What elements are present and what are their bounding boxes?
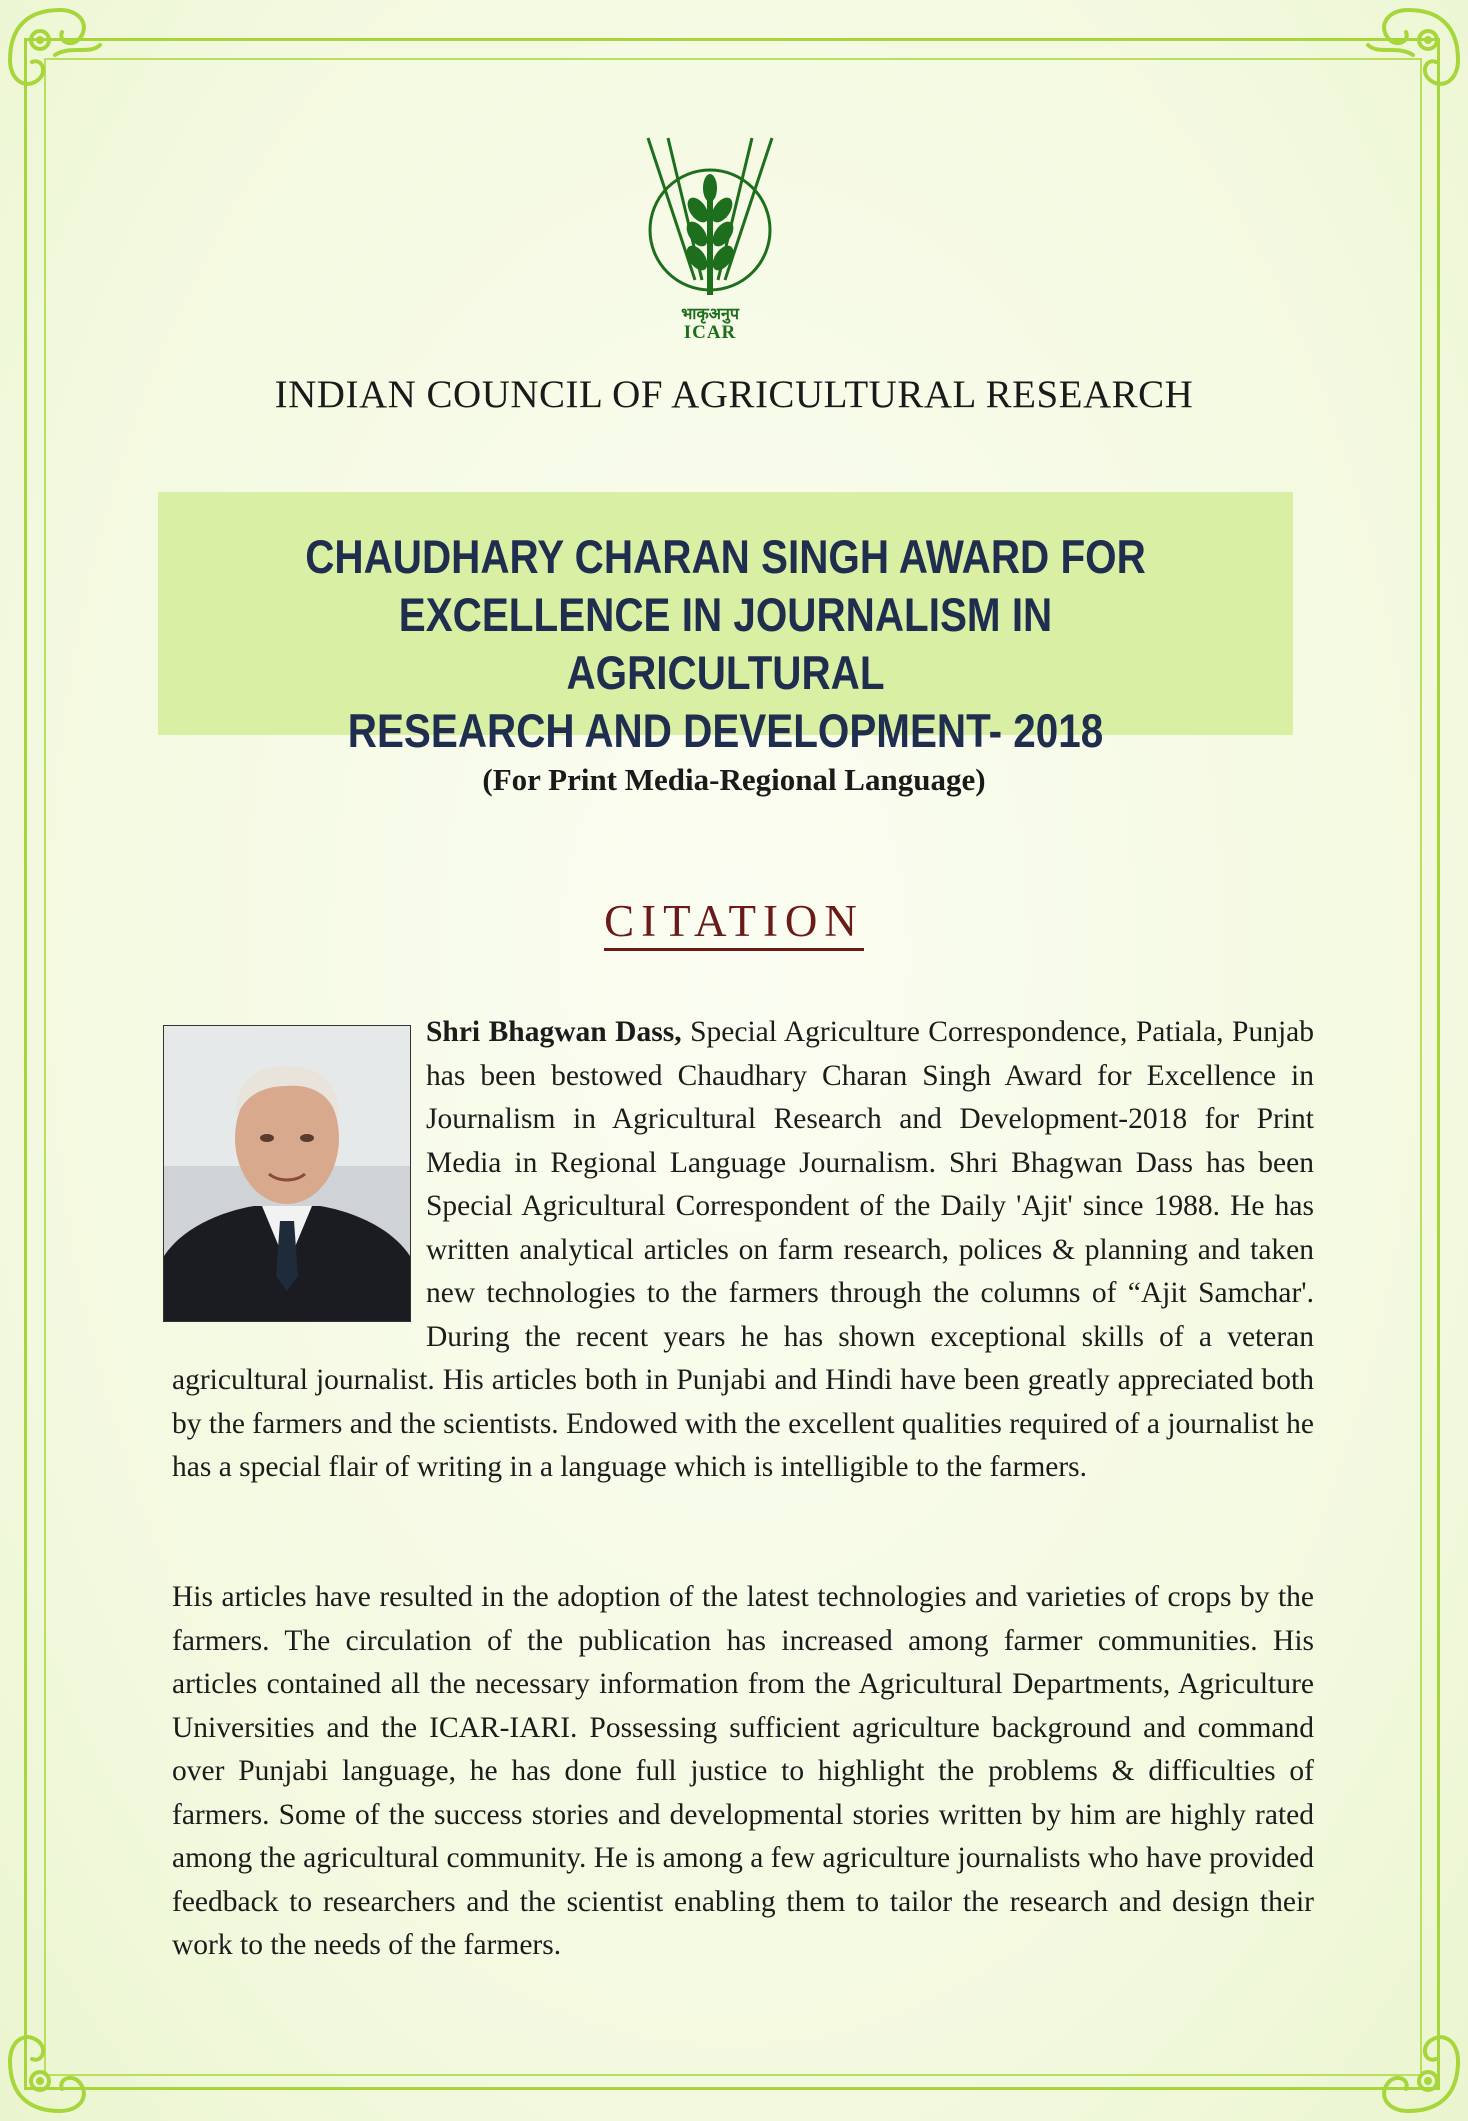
photo-spacer (172, 1011, 426, 1351)
citation-paragraph-1-text: Special Agriculture Correspondence, Patiala, Punjab has been bestowed Chaudhary Charan Singh Award for Excellence in Journalism in Agricultural Research and Development-2018 for Print Media in Regional Language Journalism. Shri Bhagwan Dass has been Special Agricultural Correspondent of the Daily 'Ajit' since 1988. He has written analytical articles on farm research, polices & planning and taken new technologies to the farmers through the columns of “Ajit Samchar'. During the recent years he has shown exceptional skills of a veteran agricultural journalist. His articles both in Punjabi and Hindi have been greatly appreciated both by the farmers and the scientists. Endowed with the excellent qualities required of a journalist he has a special flair of writing in a language which is intelligible to the farmers. (172, 1016, 1314, 1483)
citation-heading-text: CITATION (604, 896, 864, 951)
award-title (237, 528, 1213, 760)
floral-corner-ornament-icon (1348, 0, 1468, 120)
awardee-name: Shri Bhagwan Dass, (426, 1016, 682, 1048)
logo-hindi-text: भाकृअनुप (681, 304, 739, 323)
citation-heading (120, 895, 1348, 947)
floral-corner-ornament-icon (0, 2001, 120, 2121)
floral-corner-ornament-icon (0, 0, 120, 120)
award-title-line-3: RESEARCH AND DEVELOPMENT- 2018 (347, 704, 1104, 757)
organization-name: INDIAN COUNCIL OF AGRICULTURAL RESEARCH (274, 373, 1194, 416)
award-title-line-2: EXCELLENCE IN JOURNALISM IN AGRICULTURAL (398, 588, 1053, 699)
citation-paragraph-2: His articles have resulted in the adoption of the latest technologies and varieties of crops by the farmers. The circulation of the publication has increased among farmer communities. His articles contained all the necessary information from the Agricultural Departments, Agriculture Universities and the ICAR-IARI. Possessing sufficient agriculture background and command over Punjabi language, he has done full justice to highlight the problems & difficulties of farmers. Some of the success stories and developmental stories written by him are highly rated among the agricultural community. He is among a few agriculture journalists who have provided feedback to researchers and the scientist enabling them to tailor the research and design their work to the needs of the farmers. (172, 1581, 1314, 1961)
award-subtitle: (For Print Media-Regional Language) (482, 762, 986, 797)
logo-text: ICAR (683, 322, 737, 343)
floral-corner-ornament-icon (1348, 2001, 1468, 2121)
award-title-line-1: CHAUDHARY CHARAN SINGH AWARD FOR (305, 530, 1146, 583)
citation-paragraph-1 (172, 1011, 1314, 1490)
